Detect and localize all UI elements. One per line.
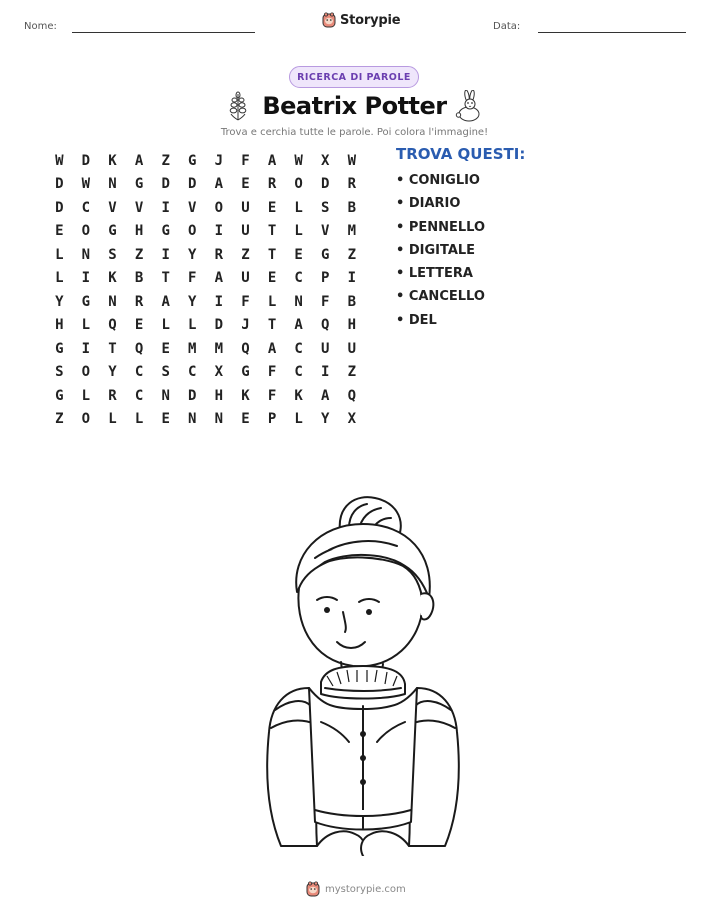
- grid-cell[interactable]: N: [294, 293, 303, 310]
- grid-cell[interactable]: G: [108, 223, 117, 240]
- grid-cell[interactable]: T: [267, 246, 277, 263]
- grid-cell[interactable]: C: [294, 340, 303, 357]
- grid-cell[interactable]: D: [81, 152, 91, 169]
- instructions: Trova e cerchia tutte le parole. Poi colora l'immagine!: [220, 127, 489, 138]
- grid-cell[interactable]: G: [55, 387, 64, 404]
- grid-cell[interactable]: R: [347, 176, 357, 193]
- brand-name: Storypie: [340, 12, 401, 28]
- grid-cell[interactable]: K: [294, 387, 303, 404]
- grid-cell[interactable]: G: [81, 293, 91, 310]
- grid-cell[interactable]: L: [267, 293, 277, 310]
- grid-cell[interactable]: A: [161, 293, 170, 310]
- grid-cell[interactable]: U: [347, 340, 357, 357]
- grid-cell[interactable]: Q: [134, 340, 144, 357]
- grid-cell[interactable]: G: [188, 152, 197, 169]
- grid-cell[interactable]: B: [347, 293, 357, 310]
- grid-cell[interactable]: U: [241, 270, 250, 287]
- word-search-grid[interactable]: [46, 149, 365, 431]
- grid-cell[interactable]: G: [55, 340, 64, 357]
- grid-cell[interactable]: H: [134, 223, 144, 240]
- grid-cell[interactable]: D: [321, 176, 330, 193]
- grid-cell[interactable]: A: [294, 317, 303, 334]
- grid-cell[interactable]: L: [81, 317, 91, 334]
- grid-cell[interactable]: C: [81, 199, 91, 216]
- grid-cell[interactable]: Q: [321, 317, 330, 334]
- grid-cell[interactable]: L: [55, 270, 64, 287]
- grid-cell[interactable]: X: [214, 364, 224, 381]
- grid-cell[interactable]: H: [55, 317, 64, 334]
- grid-cell[interactable]: D: [161, 176, 170, 193]
- grid-cell[interactable]: U: [241, 223, 250, 240]
- grid-cell[interactable]: N: [188, 411, 197, 428]
- activity-badge: RICERCA DI PAROLE: [289, 66, 419, 88]
- grid-cell[interactable]: Z: [347, 364, 357, 381]
- word-list-item: • PENNELLO: [396, 219, 486, 235]
- grid-cell[interactable]: Z: [241, 246, 250, 263]
- word-list-title: TROVA QUESTI:: [396, 145, 526, 163]
- word-list: [396, 172, 485, 335]
- grid-cell[interactable]: Y: [188, 293, 197, 310]
- grid-cell[interactable]: K: [108, 152, 117, 169]
- grid-cell[interactable]: C: [294, 270, 303, 287]
- grid-cell[interactable]: M: [347, 223, 357, 240]
- grid-cell[interactable]: C: [134, 387, 144, 404]
- grid-cell[interactable]: O: [81, 364, 91, 381]
- grid-cell[interactable]: O: [294, 176, 303, 193]
- grid-cell[interactable]: H: [347, 317, 357, 334]
- grid-cell[interactable]: T: [267, 317, 277, 334]
- storypie-mascot-icon: [306, 881, 320, 897]
- grid-cell[interactable]: D: [188, 176, 197, 193]
- grid-cell[interactable]: I: [321, 364, 330, 381]
- date-line[interactable]: [538, 32, 686, 33]
- grid-cell[interactable]: T: [161, 270, 170, 287]
- grid-cell[interactable]: D: [55, 199, 64, 216]
- beatrix-potter-illustration[interactable]: [245, 492, 475, 856]
- grid-cell[interactable]: W: [55, 152, 64, 169]
- grid-cell[interactable]: W: [81, 176, 91, 193]
- grid-cell[interactable]: C: [134, 364, 144, 381]
- grid-cell[interactable]: F: [188, 270, 197, 287]
- grid-cell[interactable]: Z: [134, 246, 144, 263]
- grid-cell[interactable]: Q: [108, 317, 117, 334]
- grid-cell[interactable]: W: [294, 152, 303, 169]
- grid-cell[interactable]: O: [81, 223, 91, 240]
- grid-cell[interactable]: L: [294, 223, 303, 240]
- grid-cell[interactable]: I: [81, 340, 91, 357]
- grid-cell[interactable]: I: [161, 199, 170, 216]
- grid-cell[interactable]: S: [161, 364, 170, 381]
- grid-cell[interactable]: D: [214, 317, 224, 334]
- footer-url[interactable]: mystorypie.com: [325, 883, 406, 895]
- grid-cell[interactable]: X: [321, 152, 330, 169]
- grid-cell[interactable]: Y: [188, 246, 197, 263]
- grid-cell[interactable]: W: [347, 152, 357, 169]
- grid-cell[interactable]: N: [214, 411, 224, 428]
- footer: [306, 881, 406, 897]
- grid-cell[interactable]: E: [55, 223, 64, 240]
- grid-cell[interactable]: E: [134, 317, 144, 334]
- rabbit-icon: [454, 90, 486, 122]
- grid-cell[interactable]: N: [108, 176, 117, 193]
- grid-cell[interactable]: G: [321, 246, 330, 263]
- date-label: Data:: [493, 21, 521, 32]
- word-list-item: • CANCELLO: [396, 289, 485, 305]
- grid-cell[interactable]: L: [55, 246, 64, 263]
- grid-cell[interactable]: A: [214, 176, 224, 193]
- grid-cell[interactable]: I: [214, 223, 224, 240]
- grid-cell[interactable]: Y: [55, 293, 64, 310]
- grid-cell[interactable]: I: [161, 246, 170, 263]
- word-list-item: • LETTERA: [396, 266, 473, 282]
- grid-cell[interactable]: F: [267, 364, 277, 381]
- grid-cell[interactable]: T: [267, 223, 277, 240]
- grid-cell[interactable]: K: [108, 270, 117, 287]
- grid-cell[interactable]: L: [161, 317, 170, 334]
- grid-cell[interactable]: E: [161, 411, 170, 428]
- page-title: Beatrix Potter: [262, 92, 447, 120]
- grid-cell[interactable]: G: [241, 364, 250, 381]
- grid-cell[interactable]: R: [267, 176, 277, 193]
- grid-cell[interactable]: L: [188, 317, 197, 334]
- grid-cell[interactable]: L: [294, 411, 303, 428]
- grid-cell[interactable]: A: [214, 270, 224, 287]
- word-list-item: • CONIGLIO: [396, 173, 480, 188]
- grid-cell[interactable]: L: [108, 411, 117, 428]
- grid-cell[interactable]: N: [161, 387, 170, 404]
- grid-cell[interactable]: G: [161, 223, 170, 240]
- grid-cell[interactable]: P: [321, 270, 330, 287]
- grid-cell[interactable]: Z: [161, 152, 170, 169]
- grid-cell[interactable]: F: [321, 293, 330, 310]
- grid-cell[interactable]: N: [108, 293, 117, 310]
- name-line[interactable]: [72, 32, 255, 33]
- grid-cell[interactable]: L: [81, 387, 91, 404]
- grid-cell[interactable]: N: [81, 246, 91, 263]
- grid-cell[interactable]: F: [241, 293, 250, 310]
- grid-cell[interactable]: O: [188, 223, 197, 240]
- grid-cell[interactable]: B: [347, 199, 357, 216]
- grid-cell[interactable]: S: [108, 246, 117, 263]
- grid-cell[interactable]: U: [241, 199, 250, 216]
- grid-cell[interactable]: P: [267, 411, 277, 428]
- grid-cell[interactable]: Q: [241, 340, 250, 357]
- word-list-item: • DEL: [396, 312, 437, 328]
- grid-cell[interactable]: F: [241, 152, 250, 169]
- grid-cell[interactable]: L: [134, 411, 144, 428]
- grid-cell[interactable]: A: [321, 387, 330, 404]
- grid-cell[interactable]: J: [214, 152, 224, 169]
- grid-cell[interactable]: O: [81, 411, 91, 428]
- grid-cell[interactable]: E: [241, 176, 250, 193]
- grid-cell[interactable]: E: [267, 199, 277, 216]
- grid-cell[interactable]: V: [108, 199, 117, 216]
- grid-cell[interactable]: D: [188, 387, 197, 404]
- grid-cell[interactable]: T: [108, 340, 117, 357]
- grid-cell[interactable]: V: [321, 223, 330, 240]
- grid-cell[interactable]: E: [294, 246, 303, 263]
- grid-cell[interactable]: Y: [108, 364, 117, 381]
- grid-cell[interactable]: Q: [347, 387, 357, 404]
- word-list-item: • DIGITALE: [396, 242, 476, 258]
- grid-cell[interactable]: I: [347, 270, 357, 287]
- word-list-item: • DIARIO: [396, 196, 461, 212]
- grid-cell[interactable]: R: [214, 246, 224, 263]
- grid-cell[interactable]: Z: [347, 246, 357, 263]
- grid-cell[interactable]: M: [214, 340, 224, 357]
- grid-cell[interactable]: J: [241, 317, 250, 334]
- grid-cell[interactable]: E: [241, 411, 250, 428]
- brand-logo: [322, 12, 400, 28]
- grid-cell[interactable]: F: [267, 387, 277, 404]
- grid-cell[interactable]: E: [161, 340, 170, 357]
- grid-cell[interactable]: D: [55, 176, 64, 193]
- grid-cell[interactable]: E: [267, 270, 277, 287]
- grid-cell[interactable]: I: [214, 293, 224, 310]
- grid-cell[interactable]: X: [347, 411, 357, 428]
- grid-cell[interactable]: C: [294, 364, 303, 381]
- grid-cell[interactable]: O: [214, 199, 224, 216]
- grid-cell[interactable]: G: [134, 176, 144, 193]
- grid-cell[interactable]: C: [188, 364, 197, 381]
- grid-cell[interactable]: L: [294, 199, 303, 216]
- grid-cell[interactable]: B: [134, 270, 144, 287]
- grid-cell[interactable]: A: [267, 340, 277, 357]
- grid-cell[interactable]: S: [321, 199, 330, 216]
- grid-cell[interactable]: H: [214, 387, 224, 404]
- grid-cell[interactable]: U: [321, 340, 330, 357]
- grid-cell[interactable]: M: [188, 340, 197, 357]
- grid-cell[interactable]: V: [134, 199, 144, 216]
- grid-cell[interactable]: S: [55, 364, 64, 381]
- grid-cell[interactable]: V: [188, 199, 197, 216]
- grid-cell[interactable]: K: [241, 387, 250, 404]
- storypie-mascot-icon: [322, 12, 336, 28]
- grid-cell[interactable]: Y: [321, 411, 330, 428]
- name-label: Nome:: [24, 21, 57, 32]
- grid-cell[interactable]: R: [134, 293, 144, 310]
- grid-cell[interactable]: R: [108, 387, 117, 404]
- grid-cell[interactable]: I: [81, 270, 91, 287]
- grid-cell[interactable]: Z: [55, 411, 64, 428]
- grid-cell[interactable]: A: [134, 152, 144, 169]
- grid-cell[interactable]: A: [267, 152, 277, 169]
